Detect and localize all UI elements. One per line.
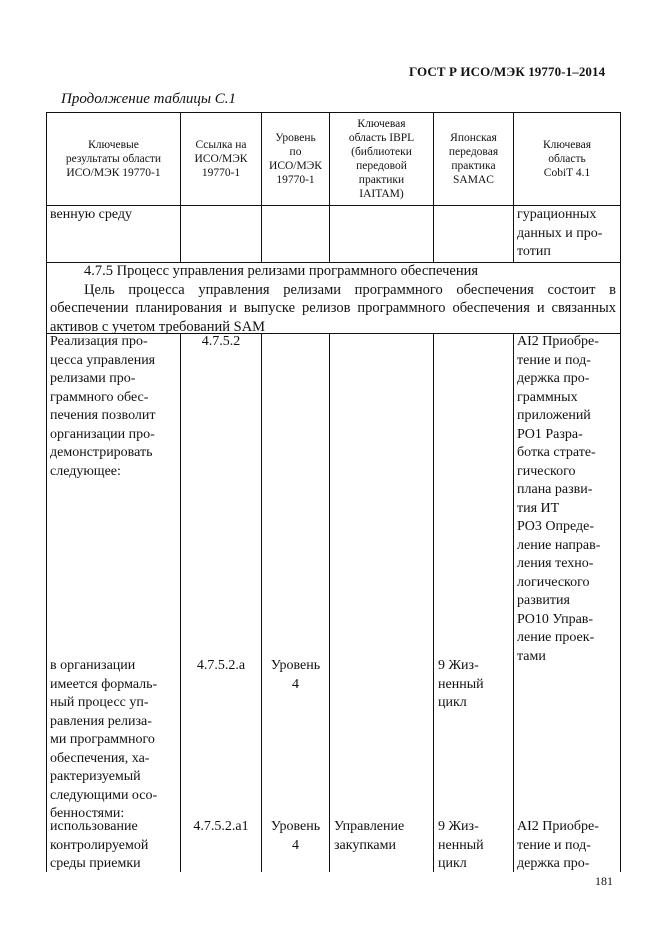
samac-cell: 9 Жиз- ненный цикл [438,819,484,871]
level-cell: Уровень 4 [270,658,321,692]
page-number: 181 [595,874,613,888]
col-divider [180,333,181,872]
continued-result-cell: венную среду [50,207,133,222]
level-cell: Уровень 4 [270,819,321,853]
reference-cell: 4.7.5.2.a1 [193,819,249,834]
result-cell: Реализация про- цесса управления релизами про- граммного обес- печения позволит организации про- демонстрировать следующее: [50,334,156,479]
col-header-cobit: Ключевая область CobiT 4.1 [542,139,592,179]
col-header-level: Уровень по ИСО/МЭК 19770-1 [269,132,322,186]
standard-header: ГОСТ Р ИСО/МЭК 19770-1–2014 [409,64,606,79]
reference-cell: 4.7.5.2 [201,334,241,349]
col-divider [261,333,262,872]
ibpl-cell: Управление закупками [334,819,405,853]
result-cell: в организации имеется формаль- ный процесс уп- равления релиза- ми программного обеспечения, ха- рактеризуемый следующими осо- бенностями: [50,658,158,821]
section-title: 4.7.5 Процесс управления релизами программного обеспечения [84,263,479,279]
cobit-cell: AI2 Приобре- тение и под- держка про- [517,819,599,871]
col-divider [329,333,330,872]
continued-cobit-cell: гурационных данных и про- тотип [517,207,603,259]
section-block [50,262,616,336]
table-border-left [46,112,47,872]
table-continuation-caption: Продолжение таблицы С.1 [61,91,237,107]
table-border-right [620,112,621,872]
section-text: Цель процесса управления релизами программного обеспечения состоит в обеспечении планирования и выпуске релизов программного обеспечения и связанных активов с учетом требований SAM [50,281,616,335]
col-divider [433,333,434,872]
result-cell: использование контролируемой среды приемки [50,819,149,871]
col-header-reference: Ссылка на ИСО/МЭК 19770-1 [194,139,248,179]
col-header-samac: Японская передовая практика SAMAC [448,132,499,186]
samac-cell: 9 Жиз- ненный цикл [438,658,484,710]
comparison-table [46,112,621,872]
col-header-results: Ключевые результаты области ИСО/МЭК 19770-1 [65,139,162,179]
cobit-cell: AI2 Приобре- тение и под- держка про- граммных приложений PO1 Разра- ботка страте- гического плана разви- тия ИТ PO3 Опреде- ление направ- ления техно- логического развития PO10 Управ- ление проек- тами [517,334,601,664]
col-header-ibpl: Ключевая область IBPL (библиотеки передовой практики IAITAM) [348,118,415,200]
col-divider [513,333,514,872]
reference-cell: 4.7.5.2.a [196,658,246,673]
